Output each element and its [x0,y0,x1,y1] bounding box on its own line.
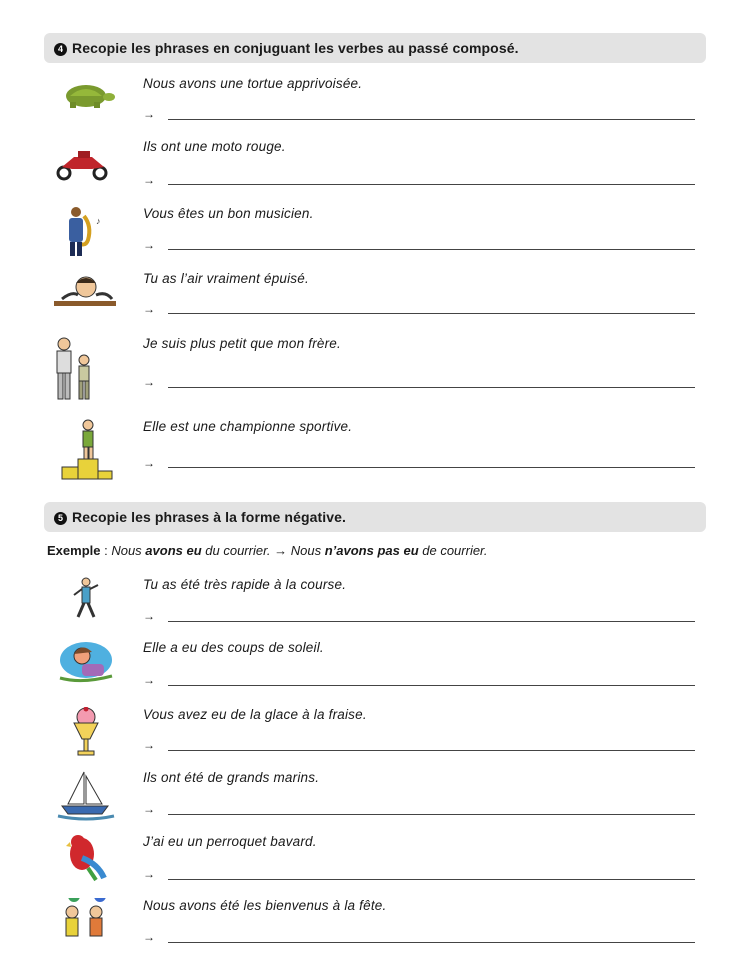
list-item [0,770,750,830]
answer-line[interactable] [168,119,695,120]
section-4-number: 4 [54,43,67,56]
example-part-3: de courrier. [418,543,488,558]
sentence: Ils ont été de grands marins. [143,770,320,785]
example-part-1: Nous [111,543,146,558]
answer-line[interactable] [168,621,695,622]
sentence: Nous avons été les bienvenus à la fête. [143,898,387,913]
brothers-icon [52,336,122,406]
answer-line[interactable] [168,184,695,185]
example-sep: : [100,543,112,558]
exhausted-person-icon [52,271,122,331]
list-item [0,834,750,894]
sentence: Elle a eu des coups de soleil. [143,640,324,655]
arrow-icon: → [143,238,155,252]
list-item [0,139,750,199]
answer-line[interactable] [168,750,695,751]
list-item [0,206,750,266]
list-item [0,640,750,700]
sentence: Tu as été très rapide à la course. [143,577,347,592]
sentence: Nous avons une tortue apprivoisée. [143,76,363,91]
answer-line[interactable] [168,249,695,250]
party-children-icon [52,898,122,958]
answer-line[interactable] [168,467,695,468]
answer-line[interactable] [168,942,695,943]
sentence: Vous êtes un bon musicien. [143,206,314,221]
list-item [0,76,750,136]
arrow-icon: → [143,673,155,687]
musician-icon [52,206,122,266]
sentence: Je suis plus petit que mon frère. [143,336,341,351]
answer-line[interactable] [168,685,695,686]
list-item [0,577,750,637]
arrow-icon: → [143,930,155,944]
example-line [47,543,488,558]
answer-line[interactable] [168,879,695,880]
section-5-title: Recopie les phrases à la forme négative. [72,509,347,525]
arrow-icon: → [143,173,155,187]
arrow-icon: → [143,107,155,121]
section-4-header [44,33,706,63]
sentence: Tu as l’air vraiment épuisé. [143,271,309,286]
example-bold-1: avons eu [145,543,202,558]
sentence: Vous avez eu de la glace à la fraise. [143,707,367,722]
sentence: Elle est une championne sportive. [143,419,353,434]
list-item [0,898,750,958]
arrow-icon: → [143,375,155,389]
arrow-icon: → [143,802,155,816]
turtle-icon [52,76,122,136]
arrow-icon: → [143,738,155,752]
list-item [0,336,750,396]
section-5-number: 5 [54,512,67,525]
list-item [0,271,750,331]
answer-line[interactable] [168,387,695,388]
sailboat-icon [52,770,122,830]
example-label: Exemple [47,543,101,558]
answer-line[interactable] [168,814,695,815]
sentence: J’ai eu un perroquet bavard. [143,834,317,849]
ice-cream-icon [52,707,122,767]
example-bold-2: n’avons pas eu [324,543,419,558]
arrow-icon: → [143,456,155,470]
motorbike-icon [52,139,122,199]
parrot-icon [52,834,122,894]
list-item [0,419,750,479]
list-item [0,707,750,767]
section-4-title: Recopie les phrases en conjuguant les verbes au passé composé. [72,40,519,56]
answer-line[interactable] [168,313,695,314]
example-part-2: du courrier. → Nous [201,543,325,558]
arrow-icon: → [143,302,155,316]
svg-text:♪: ♪ [96,216,101,226]
arrow-icon: → [143,609,155,623]
runner-icon [52,577,122,637]
arrow-icon: → [143,867,155,881]
sunbather-icon [52,640,122,700]
section-5-header [44,502,706,532]
champion-podium-icon [52,419,122,484]
sentence: Ils ont une moto rouge. [143,139,286,154]
